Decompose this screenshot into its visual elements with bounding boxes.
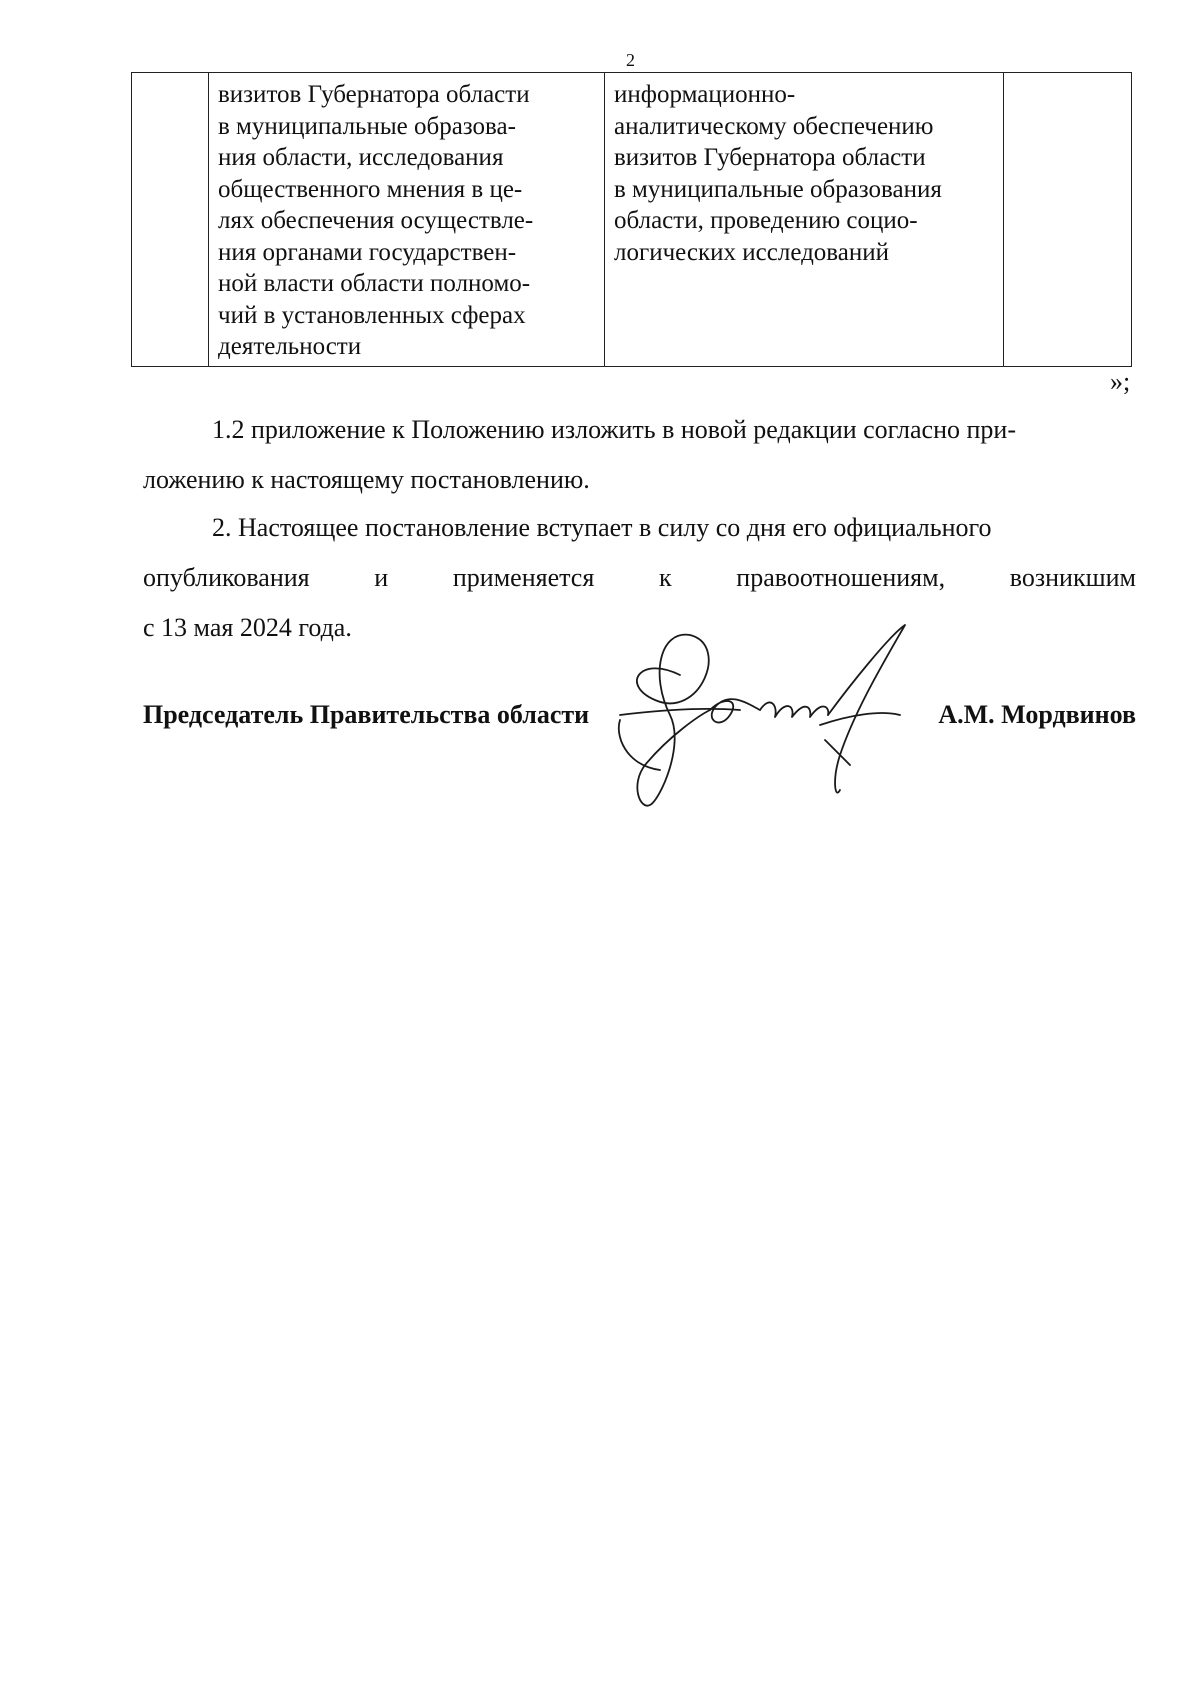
table-cell-function [605, 73, 1004, 367]
paragraph-line: с 13 мая 2024 года. [143, 613, 352, 642]
cell-line: ной власти области полномо- [218, 270, 531, 297]
cell-line: визитов Губернатора области [614, 144, 926, 171]
cell-line: деятельности [218, 333, 362, 360]
word: опубликования [143, 563, 310, 592]
word: применяется [452, 563, 595, 592]
cell-line: аналитическому обеспечению [614, 112, 934, 140]
cell-line: чий в установленных сферах [218, 301, 526, 329]
cell-line: в муниципальные образования [614, 175, 942, 203]
word: правоотношениям, [736, 563, 946, 592]
signer-name: А.М. Мордвинов [938, 700, 1136, 729]
closing-quote: »; [1110, 367, 1131, 396]
word: и [374, 563, 389, 592]
cell-line: ния органами государствен- [218, 238, 517, 266]
word: к [658, 563, 672, 592]
cell-line: логических исследований [614, 238, 890, 266]
document-table [131, 72, 1132, 367]
page-number: 2 [626, 50, 635, 70]
paragraph-line-justified [143, 553, 1136, 603]
cell-line: общественного мнения в це- [218, 175, 523, 203]
paragraph-1-2 [143, 405, 1136, 505]
paragraph-line: 1.2 приложение к Положению изложить в новой редакции согласно при- [212, 415, 1016, 444]
cell-line: лях обеспечения осуществле- [218, 207, 534, 234]
table-cell-empty-left [132, 73, 209, 367]
cell-line: информационно- [614, 81, 796, 108]
cell-line: визитов Губернатора области [218, 81, 530, 108]
paragraph-line: 2. Настоящее постановление вступает в силу со дня его официального [212, 513, 992, 542]
handwritten-signature [600, 615, 930, 815]
paragraph-line: ложению к настоящему постановлению. [143, 465, 590, 494]
cell-line: области, проведению социо- [614, 207, 918, 234]
table-cell-empty-right [1004, 73, 1132, 367]
cell-line: ния области, исследования [218, 144, 504, 171]
table-row [132, 73, 1132, 367]
signer-title: Председатель Правительства области [143, 700, 590, 729]
table-cell-task [209, 73, 605, 367]
word: возникшим [1009, 563, 1136, 592]
cell-line: в муниципальные образова- [218, 112, 516, 140]
